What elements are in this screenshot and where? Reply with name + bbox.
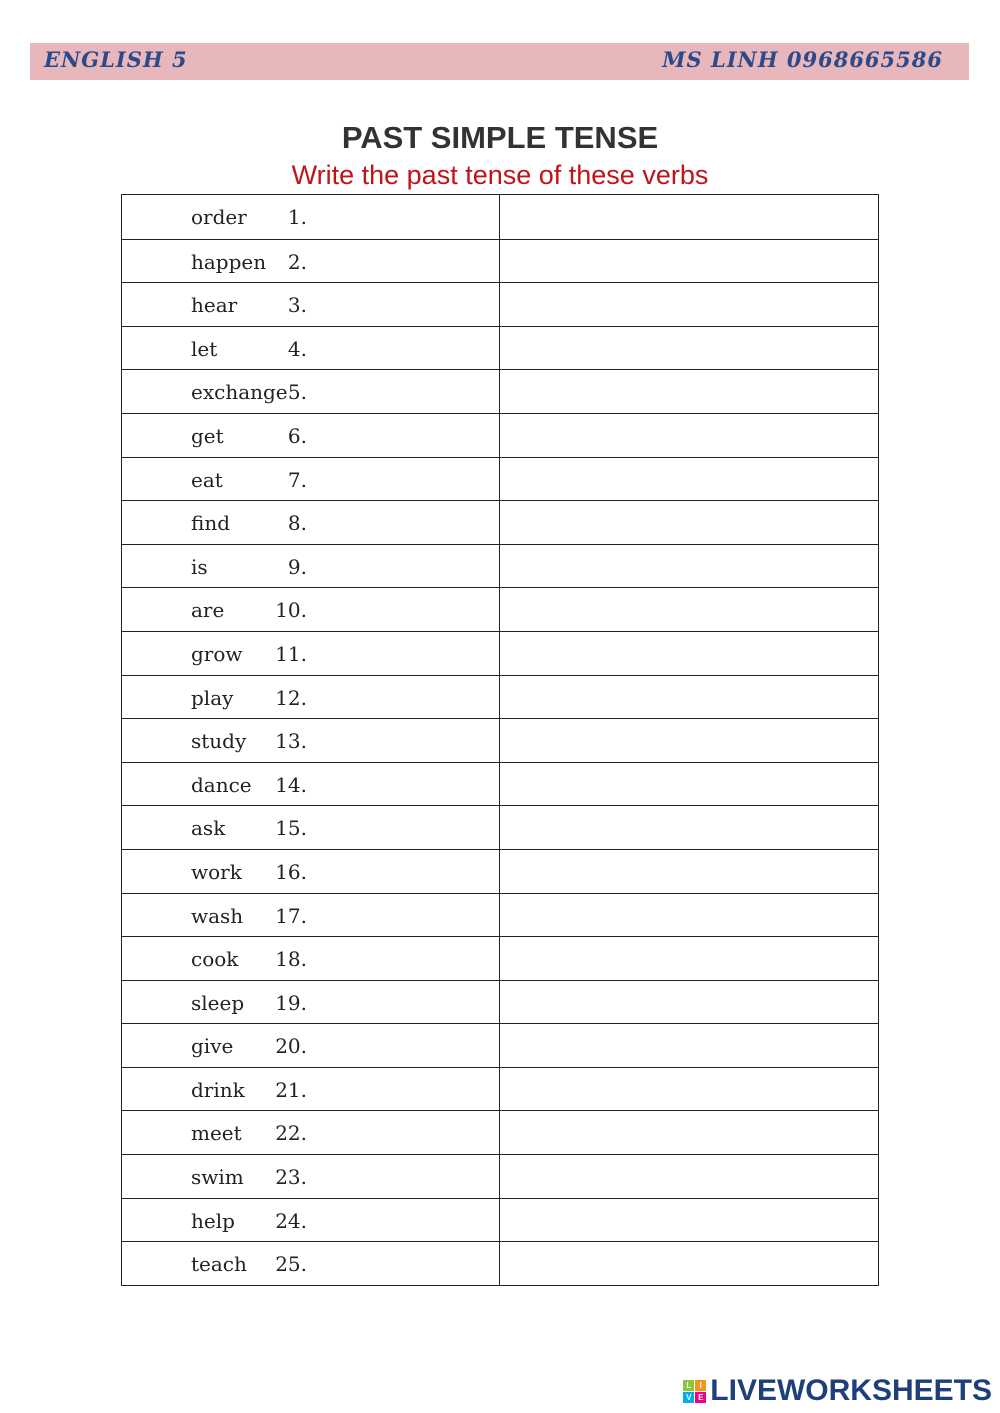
logo-tile: E	[695, 1392, 706, 1403]
answer-field[interactable]	[500, 370, 878, 413]
verb-cell	[122, 719, 500, 762]
answer-field[interactable]	[500, 588, 878, 631]
item-number: 13.	[275, 729, 307, 754]
table-row	[122, 239, 878, 283]
verb-cell	[122, 327, 500, 370]
answer-field[interactable]	[500, 1068, 878, 1111]
logo-tile: I	[695, 1380, 706, 1391]
table-row	[122, 500, 878, 544]
table-row	[122, 936, 878, 980]
table-row	[122, 893, 878, 937]
table-row	[122, 282, 878, 326]
table-row	[122, 718, 878, 762]
header-teacher: MS LINH 0968665586	[662, 47, 943, 72]
item-number: 17.	[275, 903, 307, 928]
item-number: 23.	[275, 1165, 307, 1190]
table-row	[122, 1110, 878, 1154]
verb-word: dance	[191, 772, 252, 797]
answer-field[interactable]	[500, 1242, 878, 1285]
verb-cell	[122, 283, 500, 326]
verb-cell	[122, 1024, 500, 1067]
answer-field[interactable]	[500, 981, 878, 1024]
verb-cell	[122, 981, 500, 1024]
answer-field[interactable]	[500, 458, 878, 501]
verb-word: play	[191, 685, 234, 710]
verb-cell	[122, 414, 500, 457]
logo-icon	[683, 1380, 706, 1403]
table-row	[122, 369, 878, 413]
answer-field[interactable]	[500, 327, 878, 370]
answer-field[interactable]	[500, 1024, 878, 1067]
answer-field[interactable]	[500, 632, 878, 675]
item-number: 24.	[275, 1208, 307, 1233]
verb-word: let	[191, 336, 218, 361]
verb-word: get	[191, 423, 224, 448]
item-number: 14.	[275, 772, 307, 797]
verb-word: wash	[191, 903, 244, 928]
verb-cell	[122, 1155, 500, 1198]
answer-field[interactable]	[500, 283, 878, 326]
table-row	[122, 631, 878, 675]
answer-field[interactable]	[500, 763, 878, 806]
liveworksheets-logo	[683, 1374, 992, 1408]
verb-cell	[122, 632, 500, 675]
verb-word: meet	[191, 1121, 242, 1146]
answer-field[interactable]	[500, 894, 878, 937]
item-number: 12.	[275, 685, 307, 710]
verb-word: give	[191, 1034, 234, 1059]
table-row	[122, 675, 878, 719]
item-number: 3.	[287, 293, 307, 318]
table-row	[122, 849, 878, 893]
verb-cell	[122, 806, 500, 849]
verb-cell	[122, 1068, 500, 1111]
table-row	[122, 762, 878, 806]
verb-word: sleep	[191, 990, 245, 1015]
verb-word: drink	[191, 1077, 245, 1102]
table-row	[122, 1067, 878, 1111]
table-row	[122, 544, 878, 588]
answer-field[interactable]	[500, 850, 878, 893]
verb-word: exchange	[191, 380, 288, 405]
answer-field[interactable]	[500, 545, 878, 588]
page-title: PAST SIMPLE TENSE	[341, 120, 659, 155]
verb-word: are	[191, 598, 225, 623]
verb-word: teach	[191, 1252, 247, 1277]
item-number: 4.	[287, 336, 307, 361]
item-number: 22.	[275, 1121, 307, 1146]
verb-cell	[122, 1199, 500, 1242]
logo-tile: V	[683, 1392, 694, 1403]
item-number: 11.	[275, 641, 307, 666]
verb-word: study	[191, 729, 247, 754]
header-course: ENGLISH 5	[44, 47, 188, 72]
instructions: Write the past tense of these verbs	[291, 160, 709, 190]
item-number: 5.	[287, 380, 307, 405]
verb-cell	[122, 195, 500, 239]
answer-field[interactable]	[500, 1155, 878, 1198]
answer-field[interactable]	[500, 195, 878, 239]
table-row	[122, 1154, 878, 1198]
item-number: 8.	[287, 511, 307, 536]
table-row	[122, 805, 878, 849]
table-row	[122, 195, 878, 239]
answer-field[interactable]	[500, 240, 878, 283]
verb-word: ask	[191, 816, 226, 841]
verb-word: is	[191, 554, 208, 579]
item-number: 16.	[275, 859, 307, 884]
verb-word: grow	[191, 641, 243, 666]
table-row	[122, 980, 878, 1024]
answer-field[interactable]	[500, 1111, 878, 1154]
verb-word: work	[191, 859, 242, 884]
verb-cell	[122, 763, 500, 806]
item-number: 20.	[275, 1034, 307, 1059]
verb-table	[121, 194, 879, 1286]
verb-word: swim	[191, 1165, 244, 1190]
verb-cell	[122, 588, 500, 631]
table-row	[122, 1023, 878, 1067]
verb-cell	[122, 676, 500, 719]
item-number: 15.	[275, 816, 307, 841]
item-number: 1.	[287, 205, 307, 229]
verb-word: cook	[191, 947, 239, 972]
item-number: 10.	[275, 598, 307, 623]
table-row	[122, 1198, 878, 1242]
verb-word: order	[191, 205, 247, 229]
verb-cell	[122, 1111, 500, 1154]
verb-word: hear	[191, 293, 238, 318]
item-number: 7.	[287, 467, 307, 492]
verb-word: find	[191, 511, 231, 536]
verb-word: happen	[191, 249, 267, 274]
verb-cell	[122, 937, 500, 980]
verb-cell	[122, 545, 500, 588]
table-row	[122, 326, 878, 370]
answer-field[interactable]	[500, 937, 878, 980]
verb-word: eat	[191, 467, 223, 492]
verb-cell	[122, 850, 500, 893]
logo-tile: L	[683, 1380, 694, 1391]
verb-cell	[122, 894, 500, 937]
logo-text: LIVEWORKSHEETS	[710, 1374, 992, 1407]
answer-field[interactable]	[500, 806, 878, 849]
table-row	[122, 457, 878, 501]
verb-cell	[122, 458, 500, 501]
item-number: 18.	[275, 947, 307, 972]
table-row	[122, 413, 878, 457]
table-row	[122, 587, 878, 631]
verb-word: help	[191, 1208, 235, 1233]
item-number: 19.	[275, 990, 307, 1015]
item-number: 2.	[287, 249, 307, 274]
table-row	[122, 1241, 878, 1285]
answer-field[interactable]	[500, 676, 878, 719]
answer-field[interactable]	[500, 1199, 878, 1242]
item-number: 9.	[287, 554, 307, 579]
verb-cell	[122, 370, 500, 413]
answer-field[interactable]	[500, 414, 878, 457]
item-number: 21.	[275, 1077, 307, 1102]
item-number: 6.	[287, 423, 307, 448]
item-number: 25.	[275, 1252, 307, 1277]
answer-field[interactable]	[500, 719, 878, 762]
verb-cell	[122, 1242, 500, 1285]
verb-cell	[122, 501, 500, 544]
answer-field[interactable]	[500, 501, 878, 544]
verb-cell	[122, 240, 500, 283]
